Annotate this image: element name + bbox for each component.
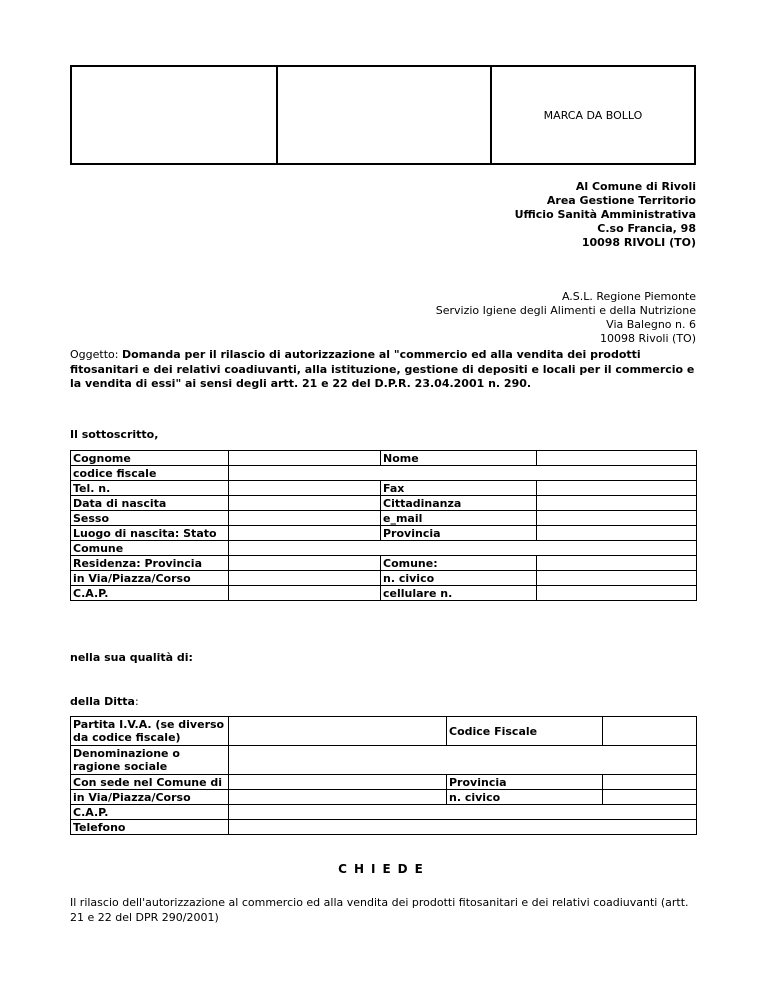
label-provincia: Provincia [381, 526, 537, 541]
field-via-ditta[interactable] [229, 790, 447, 805]
subject [70, 348, 698, 392]
marca-da-bollo-label: MARCA DA BOLLO [543, 108, 643, 122]
label-via-ditta: in Via/Piazza/Corso [71, 790, 229, 805]
label-cognome: Cognome [71, 451, 229, 466]
label-telefono: Telefono [71, 820, 229, 835]
label-cap: C.A.P. [71, 586, 229, 601]
field-fax[interactable] [537, 481, 697, 496]
field-codice-fiscale[interactable] [229, 466, 697, 481]
label-nome: Nome [381, 451, 537, 466]
table-row [71, 541, 697, 556]
ditta-colon: : [134, 695, 139, 708]
recipient1-line: Area Gestione Territorio [546, 194, 696, 207]
field-comune[interactable] [229, 541, 697, 556]
table-row [71, 496, 697, 511]
label-provincia-ditta: Provincia [447, 775, 603, 790]
field-cognome[interactable] [229, 451, 381, 466]
stamp-cell-2 [278, 67, 492, 163]
subject-prefix: Oggetto: [70, 348, 122, 361]
label-comune: Comune [71, 541, 229, 556]
stamp-cell-marca [492, 67, 694, 163]
field-denominazione[interactable] [229, 746, 697, 775]
field-luogo-stato[interactable] [229, 526, 381, 541]
ditta-heading [70, 695, 139, 708]
label-fax: Fax [381, 481, 537, 496]
label-sede: Con sede nel Comune di [71, 775, 229, 790]
field-email[interactable] [537, 511, 697, 526]
label-data-nascita: Data di nascita [71, 496, 229, 511]
recipient1-line: Al Comune di Rivoli [575, 180, 696, 193]
qualita-label: nella sua qualità di: [70, 651, 193, 664]
table-row [71, 746, 697, 775]
label-codice-fiscale-ditta: Codice Fiscale [447, 717, 603, 746]
table-row [71, 526, 697, 541]
table-row [71, 775, 697, 790]
field-tel[interactable] [229, 481, 381, 496]
recipient1-line: Ufficio Sanità Amministrativa [514, 208, 696, 221]
field-cap-ditta[interactable] [229, 805, 697, 820]
chiede-heading: CHIEDE [338, 862, 430, 876]
ditta-label: della Ditta [70, 695, 135, 708]
recipient2-line: Servizio Igiene degli Alimenti e della Nutrizione [435, 304, 696, 317]
field-cellulare[interactable] [537, 586, 697, 601]
field-civico-ditta[interactable] [603, 790, 697, 805]
field-nome[interactable] [537, 451, 697, 466]
label-email: e_mail [381, 511, 537, 526]
label-cap-ditta: C.A.P. [71, 805, 229, 820]
recipient2-line: A.S.L. Regione Piemonte [561, 290, 696, 303]
table-row [71, 451, 697, 466]
subject-text: Domanda per il rilascio di autorizzazione al "commercio ed alla vendita dei prodotti fitosanitari e dei relativi coadiuvanti, alla istituzione, gestione di depositi e locali per il commercio e la vendita di essi" ai sensi degli artt. 21 e 22 del D.P.R. 23.04.2001 n. 290. [70, 348, 695, 390]
table-row [71, 466, 697, 481]
closing-text: Il rilascio dell'autorizzazione al commercio ed alla vendita dei prodotti fitosanitari e dei relativi coadiuvanti (artt. 21 e 22 del DPR 290/2001) [70, 896, 689, 924]
label-denominazione: Denominazione o ragione sociale [71, 746, 229, 775]
field-sesso[interactable] [229, 511, 381, 526]
company-table [70, 716, 697, 835]
table-row [71, 556, 697, 571]
field-sede[interactable] [229, 775, 447, 790]
field-civico[interactable] [537, 571, 697, 586]
recipient2-line: 10098 Rivoli (TO) [600, 332, 696, 345]
stamp-box [70, 65, 696, 165]
label-sesso: Sesso [71, 511, 229, 526]
table-row [71, 820, 697, 835]
field-comune-residenza[interactable] [537, 556, 697, 571]
recipient-asl [436, 290, 696, 346]
label-residenza: Residenza: Provincia [71, 556, 229, 571]
field-telefono[interactable] [229, 820, 697, 835]
stamp-cell-1 [72, 67, 278, 163]
table-row [71, 511, 697, 526]
recipient2-line: Via Balegno n. 6 [606, 318, 696, 331]
field-provincia[interactable] [537, 526, 697, 541]
label-piva: Partita I.V.A. (se diverso da codice fiscale) [71, 717, 229, 746]
table-row [71, 790, 697, 805]
field-cap[interactable] [229, 586, 381, 601]
table-row [71, 717, 697, 746]
label-luogo-stato: Luogo di nascita: Stato [71, 526, 229, 541]
intro-text: Il sottoscritto, [70, 428, 159, 441]
field-provincia-ditta[interactable] [603, 775, 697, 790]
table-row [71, 586, 697, 601]
recipient1-line: C.so Francia, 98 [597, 222, 696, 235]
table-row [71, 805, 697, 820]
table-row [71, 571, 697, 586]
label-codice-fiscale: codice fiscale [71, 466, 229, 481]
field-cittadinanza[interactable] [537, 496, 697, 511]
label-civico: n. civico [381, 571, 537, 586]
label-civico-ditta: n. civico [447, 790, 603, 805]
field-residenza[interactable] [229, 556, 381, 571]
label-cittadinanza: Cittadinanza [381, 496, 537, 511]
recipient-comune [515, 180, 696, 250]
person-table [70, 450, 697, 601]
label-cellulare: cellulare n. [381, 586, 537, 601]
label-tel: Tel. n. [71, 481, 229, 496]
recipient1-line: 10098 RIVOLI (TO) [581, 236, 696, 249]
field-data-nascita[interactable] [229, 496, 381, 511]
label-via: in Via/Piazza/Corso [71, 571, 229, 586]
table-row [71, 481, 697, 496]
field-via[interactable] [229, 571, 381, 586]
field-piva[interactable] [229, 717, 447, 746]
label-comune-residenza: Comune: [381, 556, 537, 571]
field-codice-fiscale-ditta[interactable] [603, 717, 697, 746]
